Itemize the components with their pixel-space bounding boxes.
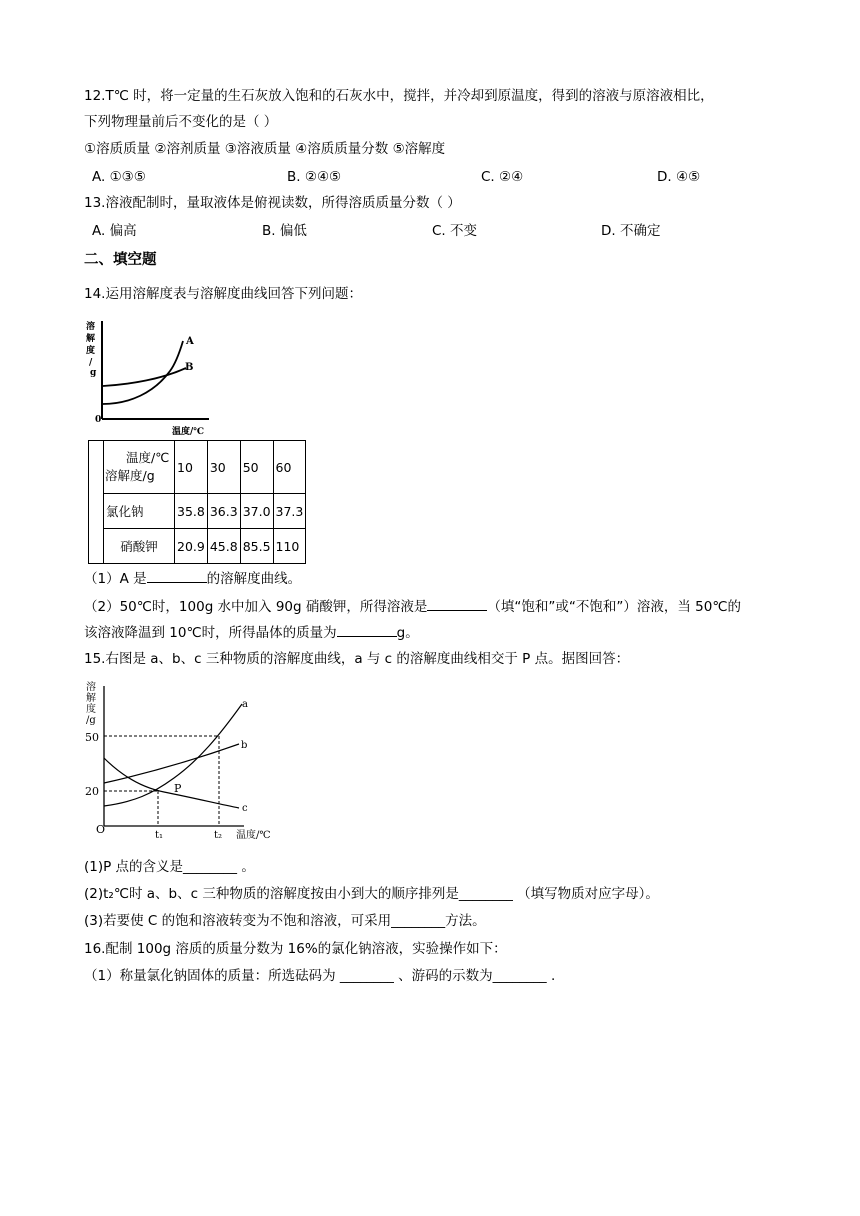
q14-ylabel-1: 溶 [86, 322, 96, 332]
table-row-name: 硝酸钾 [104, 529, 175, 564]
section-heading: 二、填空题 [84, 252, 157, 268]
q15-t1: t₁ [155, 830, 164, 841]
table-header-top: 温度/℃ [126, 450, 170, 465]
q16-stem: 16.配制 100g 溶质的质量分数为 16%的氯化钠溶液，实验操作如下： [84, 941, 507, 957]
q12-option-a[interactable]: A. ①③⑤ [92, 169, 146, 185]
q14-sub1-blank[interactable] [147, 568, 207, 583]
table-cell: 37.0 [240, 494, 273, 529]
q14-sub2-mid: （填“饱和”或“不饱和”）溶液，当 50℃的 [487, 599, 741, 615]
q15-stem: 15.右图是 a、b、c 三种物质的溶解度曲线，a 与 c 的溶解度曲线相交于 P 点。据图回答： [84, 651, 630, 667]
q12-option-d[interactable]: D. ④⑤ [657, 169, 701, 185]
q12-option-c[interactable]: C. ②④ [481, 169, 524, 185]
table-cell: 45.8 [207, 529, 240, 564]
q14-sub2-line2 [84, 622, 419, 642]
q15-curve-c-label: c [242, 803, 248, 814]
table-row [89, 441, 306, 494]
q15-sub1: (1)P 点的含义是________ 。 [84, 859, 255, 875]
q14-ylabel-2: 解 [86, 334, 96, 344]
table-row-name: 氯化钠 [104, 494, 175, 529]
table-row [89, 494, 306, 529]
q14-sub2-blank[interactable] [427, 596, 487, 611]
q15-xlabel: 温度/℃ [236, 830, 271, 841]
q15-ylabel-4: /g [86, 715, 96, 726]
table-temp-cell: 50 [240, 441, 273, 494]
q12-items: ①溶质质量 ②溶剂质量 ③溶液质量 ④溶质质量分数 ⑤溶解度 [84, 141, 446, 157]
q15-curve-a-label: a [242, 699, 248, 710]
q12-option-b[interactable]: B. ②④⑤ [287, 169, 342, 185]
q13-option-b[interactable]: B. 偏低 [262, 223, 307, 239]
q14-solubility-graph [84, 315, 220, 437]
q14-sub1-pre: （1）A 是 [84, 571, 147, 587]
q15-ylabel-2: 解 [86, 693, 96, 704]
table-cell: 110 [273, 529, 306, 564]
table-row [89, 529, 306, 564]
q14-origin: 0 [95, 415, 102, 425]
table-cell: 37.3 [273, 494, 306, 529]
table-header-bottom: 溶解度/g [105, 468, 155, 483]
q14-ylabel-3: 度 [86, 346, 96, 356]
q14-sub2-line2-post: g。 [396, 625, 419, 641]
table-cell: 35.8 [175, 494, 208, 529]
q15-sub3: (3)若要使 C 的饱和溶液转变为不饱和溶液，可采用________方法。 [84, 913, 486, 929]
q15-sub2: (2)t₂℃时 a、b、c 三种物质的溶解度按由小到大的顺序排列是________ （填写物质对应字母）。 [84, 886, 659, 902]
q13-option-a[interactable]: A. 偏高 [92, 223, 137, 239]
q14-solubility-table [88, 440, 306, 564]
q13-option-c[interactable]: C. 不变 [432, 223, 478, 239]
q14-sub1 [84, 568, 301, 588]
q12-stem-line2: 下列物理量前后不变化的是（ ） [84, 114, 278, 130]
q14-curve-a [103, 341, 183, 404]
table-header-diagonal [104, 441, 175, 494]
q15-y20: 20 [85, 785, 99, 798]
q15-ylabel-1: 溶 [86, 682, 96, 693]
q15-y50: 50 [85, 731, 99, 744]
q14-stem: 14.运用溶解度表与溶解度曲线回答下列问题： [84, 286, 362, 302]
q13-option-d[interactable]: D. 不确定 [601, 223, 661, 239]
q15-ylabel-3: 度 [86, 704, 96, 715]
table-temp-cell: 10 [175, 441, 208, 494]
table-blank-cell [89, 441, 104, 564]
q16-sub1: （1）称量氯化钠固体的质量：所选砝码为 ________ 、游码的示数为________ . [84, 968, 556, 984]
q15-solubility-graph [84, 678, 280, 846]
table-cell: 20.9 [175, 529, 208, 564]
q14-sub2-blank2[interactable] [337, 622, 397, 637]
q14-sub2 [84, 596, 741, 616]
q14-xlabel: 温度/℃ [172, 427, 205, 437]
table-temp-cell: 60 [273, 441, 306, 494]
q15-t2: t₂ [214, 830, 223, 841]
q12-stem-line1: 12.T℃ 时，将一定量的生石灰放入饱和的石灰水中，搅拌，并冷却到原温度，得到的溶液与原溶液相比， [84, 88, 714, 104]
q14-sub2-line2-pre: 该溶液降温到 10℃时，所得晶体的质量为 [84, 625, 337, 641]
table-cell: 85.5 [240, 529, 273, 564]
q15-point-p-label: P [174, 782, 182, 795]
q13-stem: 13.溶液配制时，量取液体是俯视读数，所得溶质质量分数（ ） [84, 195, 461, 211]
q14-ylabel-4: / [89, 358, 93, 368]
q14-curve-b [103, 368, 186, 386]
q14-sub1-post: 的溶解度曲线。 [206, 571, 302, 587]
table-cell: 36.3 [207, 494, 240, 529]
q14-curve-a-label: A [186, 336, 194, 347]
q14-curve-b-label: B [185, 362, 194, 373]
q15-curve-b-label: b [241, 740, 248, 751]
q14-ylabel-5: g [90, 368, 97, 378]
q14-sub2-pre: （2）50℃时，100g 水中加入 90g 硝酸钾，所得溶液是 [84, 599, 428, 615]
table-temp-cell: 30 [207, 441, 240, 494]
q15-origin: O [96, 823, 106, 836]
